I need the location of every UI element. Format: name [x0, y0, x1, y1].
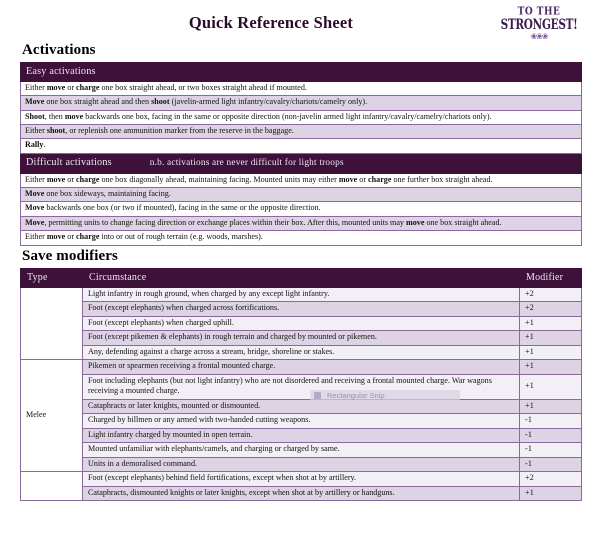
table-row: [21, 82, 582, 96]
modifier-cell: +1: [520, 399, 582, 414]
table-row: [21, 316, 582, 331]
brand-logo-line1: TO THE: [517, 5, 561, 19]
table-row: [21, 302, 582, 317]
save-modifiers-table-head: [21, 268, 582, 287]
activations-table: [20, 62, 582, 246]
table-row: [21, 428, 582, 443]
modifier-cell: +1: [520, 486, 582, 501]
column-header-type: Type: [21, 268, 83, 287]
circumstance-cell: Light infantry in rough ground, when charged by any except light infantry.: [83, 287, 520, 302]
table-row: [21, 374, 582, 399]
easy-activation-row-2: Move one box straight ahead and then shoot (javelin-armed light infantry/cavalry/chariots/camelry only).: [21, 96, 582, 110]
modifier-cell: -1: [520, 414, 582, 429]
table-header-row: [21, 268, 582, 287]
circumstance-cell: Foot (except pikemen & elephants) in rough terrain and charged by mounted or pikemen.: [83, 331, 520, 346]
table-row: [21, 216, 582, 230]
table-row: [21, 443, 582, 458]
modifier-cell: +1: [520, 360, 582, 375]
table-row: [21, 360, 582, 375]
column-header-modifier: Modifier: [520, 268, 582, 287]
modifier-cell: -1: [520, 428, 582, 443]
easy-activations-band: [21, 63, 582, 82]
save-modifiers-table: [20, 268, 582, 502]
modifier-cell: -1: [520, 457, 582, 472]
circumstance-cell: Any, defending against a charge across a stream, bridge, shoreline or stakes.: [83, 345, 520, 360]
difficult-activations-band-cell: [21, 153, 582, 173]
brand-logo: [496, 5, 582, 42]
column-header-circumstance: Circumstance: [83, 268, 520, 287]
table-row: [21, 139, 582, 153]
easy-activation-row-4: Either shoot, or replenish one ammunition marker from the reserve in the baggage.: [21, 125, 582, 139]
table-row: [21, 414, 582, 429]
table-row: [21, 345, 582, 360]
modifier-cell: +2: [520, 302, 582, 317]
circumstance-cell: Charged by billmen or any armed with two-handed cutting weapons.: [83, 414, 520, 429]
circumstance-cell: Foot including elephants (but not light infantry) who are not disordered and receiving a frontal mounted charge. War wagons receiving a mounted charge.: [83, 374, 520, 399]
circumstance-cell: Foot (except elephants) when charged uphill.: [83, 316, 520, 331]
table-row: [21, 457, 582, 472]
difficult-activation-row-2: Move one box sideways, maintaining facing.: [21, 188, 582, 202]
page-title: Quick Reference Sheet: [188, 13, 354, 32]
brand-logo-line2: STRONGEST!: [500, 17, 578, 33]
modifier-cell: +1: [520, 374, 582, 399]
circumstance-cell: Mounted unfamiliar with elephants/camels, and charging or charged by same.: [83, 443, 520, 458]
table-row: [21, 287, 582, 302]
table-row: [21, 486, 582, 501]
circumstance-cell: Foot (except elephants) when charged across fortifications.: [83, 302, 520, 317]
circumstance-cell: Light infantry charged by mounted in open terrain.: [83, 428, 520, 443]
table-row: [21, 125, 582, 139]
difficult-activations-band-note: n.b. activations are never difficult for light troops: [149, 157, 344, 168]
table-row: [21, 96, 582, 110]
modifier-cell: +1: [520, 316, 582, 331]
modifier-cell: -1: [520, 443, 582, 458]
save-modifiers-heading: Save modifiers: [22, 247, 118, 264]
table-row: [21, 331, 582, 346]
circumstance-cell: Cataphracts, dismounted knights or later knights, except when shot at by artillery or handguns.: [83, 486, 520, 501]
easy-activation-row-5: Rally.: [21, 139, 582, 153]
table-row: [21, 202, 582, 216]
difficult-activations-band: [21, 153, 582, 173]
modifier-cell: +2: [520, 472, 582, 487]
circumstance-cell: Foot (except elephants) behind field fortifications, except when shot at by artillery.: [83, 472, 520, 487]
table-row: [21, 231, 582, 245]
modifier-cell: +1: [520, 345, 582, 360]
circumstance-cell: Pikemen or spearmen receiving a frontal mounted charge.: [83, 360, 520, 375]
difficult-activation-row-1: Either move or charge one box diagonally ahead, maintaining facing. Mounted units may either move or charge one further box straight ahead.: [21, 173, 582, 187]
type-cell-group-2: [21, 472, 83, 501]
table-row: [21, 188, 582, 202]
easy-activations-band-label: Easy activations: [21, 63, 582, 82]
type-cell-melee: Melee: [21, 360, 83, 472]
table-row: [21, 173, 582, 187]
difficult-activation-row-5: Either move or charge into or out of rough terrain (e.g. woods, marshes).: [21, 231, 582, 245]
modifier-cell: +2: [520, 287, 582, 302]
type-cell-group-0: [21, 287, 83, 360]
table-row: [21, 399, 582, 414]
snip-mode-label: Rectangular Snip: [327, 391, 385, 400]
table-row: [21, 110, 582, 124]
activations-heading: Activations: [22, 42, 96, 58]
difficult-activation-row-3: Move backwards one box (or two if mounted), facing in the same or the opposite direction.: [21, 202, 582, 216]
document-header: [20, 0, 582, 40]
circumstance-cell: Cataphracts or later knights, mounted or dismounted.: [83, 399, 520, 414]
activations-table-body: [21, 63, 582, 246]
modifier-cell: +1: [520, 331, 582, 346]
difficult-activation-row-4: Move, permitting units to change facing direction or exchange places within their box. After this, mounted units may move one box straight ahead.: [21, 216, 582, 230]
circumstance-cell: Units in a demoralised command.: [83, 457, 520, 472]
brand-flourish-icon: ❀❀❀: [530, 31, 548, 41]
save-modifiers-table-body: [21, 287, 582, 501]
difficult-activations-band-label: Difficult activations: [26, 156, 112, 168]
easy-activation-row-3: Shoot, then move backwards one box, facing in the same or opposite direction (non-javelin armed light infantry/cavalry/camelry/chariots only).: [21, 110, 582, 124]
easy-activation-row-1: Either move or charge one box straight ahead, or two boxes straight ahead if mounted.: [21, 82, 582, 96]
table-row: [21, 472, 582, 487]
